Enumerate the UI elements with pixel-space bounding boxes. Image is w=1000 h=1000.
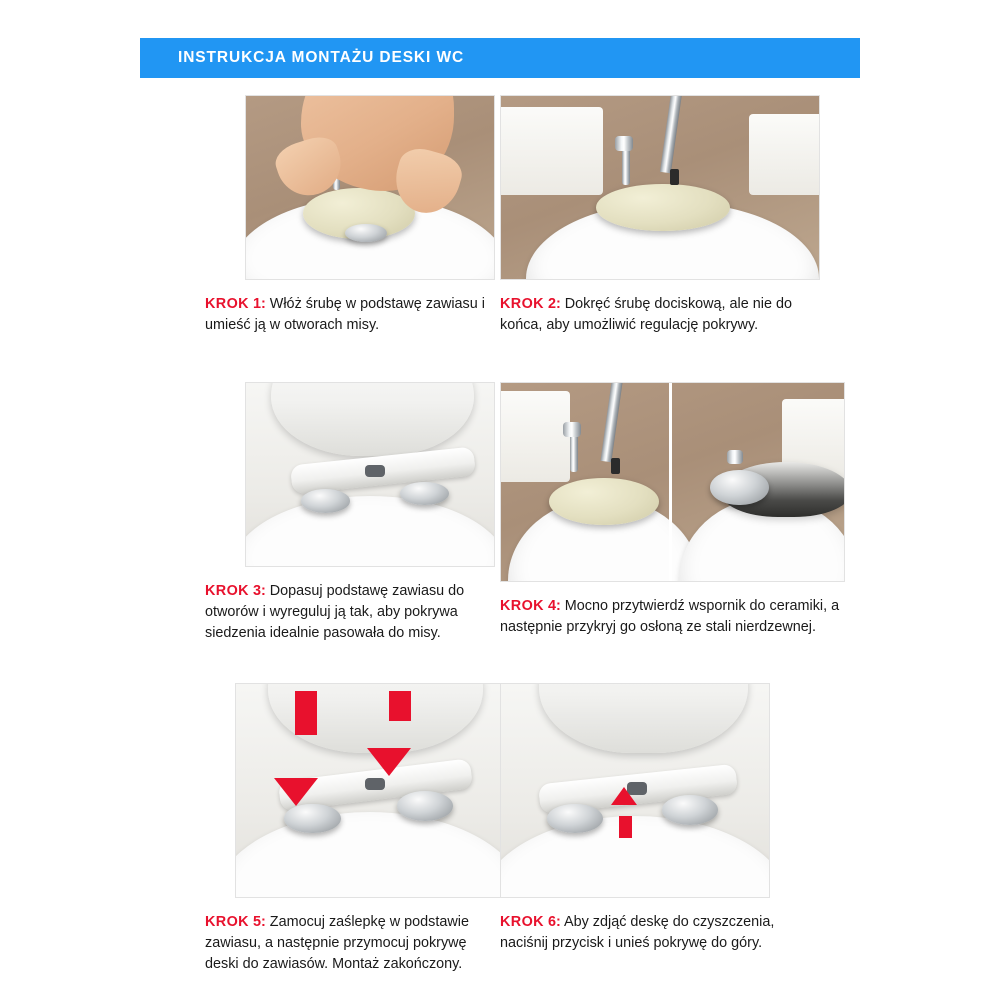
step-4-caption <box>500 596 845 638</box>
bolt-head <box>615 136 633 151</box>
step-5-number: 5: <box>252 914 266 931</box>
step-3-caption <box>205 581 495 644</box>
step-3-text: Dopasuj podstawę zawiasu do otworów i wyreguluj ją tak, aby pokrywa siedzenia idealnie pasowała do misy. <box>205 582 465 641</box>
screwdriver-tip <box>611 458 620 474</box>
step-5-label: KROK <box>205 914 249 931</box>
step-1-label: KROK <box>205 296 249 312</box>
step-6-number: 6: <box>547 914 561 931</box>
image-divider <box>669 383 672 581</box>
step-1-text: Włóż śrubę w podstawę zawiasu i umieść ją w otworach misy. <box>205 296 485 333</box>
steps-row-3 <box>0 683 1000 975</box>
arrow-right-head <box>367 748 411 776</box>
bolt-head <box>563 422 581 437</box>
fixing-bolt <box>570 434 578 472</box>
step-6-caption <box>500 912 820 954</box>
steps-row-1 <box>0 95 1000 336</box>
step-6-block <box>500 683 830 975</box>
hinge-cap-left <box>301 489 351 513</box>
step-2-number: 2: <box>547 296 561 312</box>
hinge-cap-right <box>397 791 453 821</box>
page-title: INSTRUKCJA MONTAŻU DESKI WC <box>178 49 465 66</box>
arrow-right-shaft <box>389 691 411 721</box>
step-3-label: KROK <box>205 582 249 599</box>
steps-container <box>0 95 1000 975</box>
row-spacer <box>0 643 1000 683</box>
step-2-text: Dokręć śrubę dociskową, ale nie do końca, aby umożliwić regulację pokrywy. <box>500 296 792 333</box>
fixing-bolt <box>622 147 630 185</box>
hinge-cap-left <box>547 804 603 834</box>
step-5-text: Zamocuj zaślepkę w podstawie zawiasu, a następnie przymocuj pokrywę deski do zawiasów. Montaż zakończony. <box>205 914 469 973</box>
step-4-number: 4: <box>547 597 561 614</box>
arrow-up-head <box>611 787 637 805</box>
step-5-block <box>170 683 500 975</box>
release-button <box>365 778 385 790</box>
hinge-cap-left <box>284 804 340 834</box>
step-1-number: 1: <box>252 296 266 312</box>
bolt-head-right <box>727 450 743 464</box>
hinge-base-disc <box>549 478 659 526</box>
hinge-cap-right <box>662 795 718 825</box>
step-3-image <box>245 382 495 567</box>
arrow-up-shaft <box>619 816 632 838</box>
step-6-label: KROK <box>500 914 544 931</box>
arrow-left-head <box>274 778 318 806</box>
cistern <box>500 391 570 482</box>
step-4-image <box>500 382 845 582</box>
step-2-caption <box>500 294 820 336</box>
hinge-base-disc <box>596 184 730 232</box>
step-1-caption <box>205 294 520 336</box>
step-3-block <box>170 382 500 644</box>
step-4-label: KROK <box>500 597 544 614</box>
step-6-image <box>500 683 770 898</box>
cistern <box>500 107 603 195</box>
row-spacer <box>0 336 1000 382</box>
arrow-left-shaft <box>295 691 317 735</box>
stainless-cover <box>710 470 768 506</box>
cistern-right <box>749 114 820 195</box>
step-4-text: Mocno przytwierdź wspornik do ceramiki, a następnie przykryj go osłoną ze stali nierdzewnej. <box>500 597 840 635</box>
release-button <box>365 465 385 477</box>
screwdriver-tip <box>670 169 679 185</box>
step-5-image <box>235 683 505 898</box>
step-1-block <box>170 95 500 336</box>
header-bar <box>140 38 860 78</box>
step-5-caption <box>205 912 495 975</box>
step-2-block <box>500 95 830 336</box>
step-3-number: 3: <box>252 582 266 599</box>
step-1-image <box>245 95 495 280</box>
step-2-image <box>500 95 820 280</box>
step-4-block <box>500 382 840 644</box>
step-6-text: Aby zdjąć deskę do czyszczenia, naciśnij przycisk i unieś pokrywę do góry. <box>500 914 775 952</box>
steps-row-2 <box>0 382 1000 644</box>
step-2-label: KROK <box>500 296 544 312</box>
